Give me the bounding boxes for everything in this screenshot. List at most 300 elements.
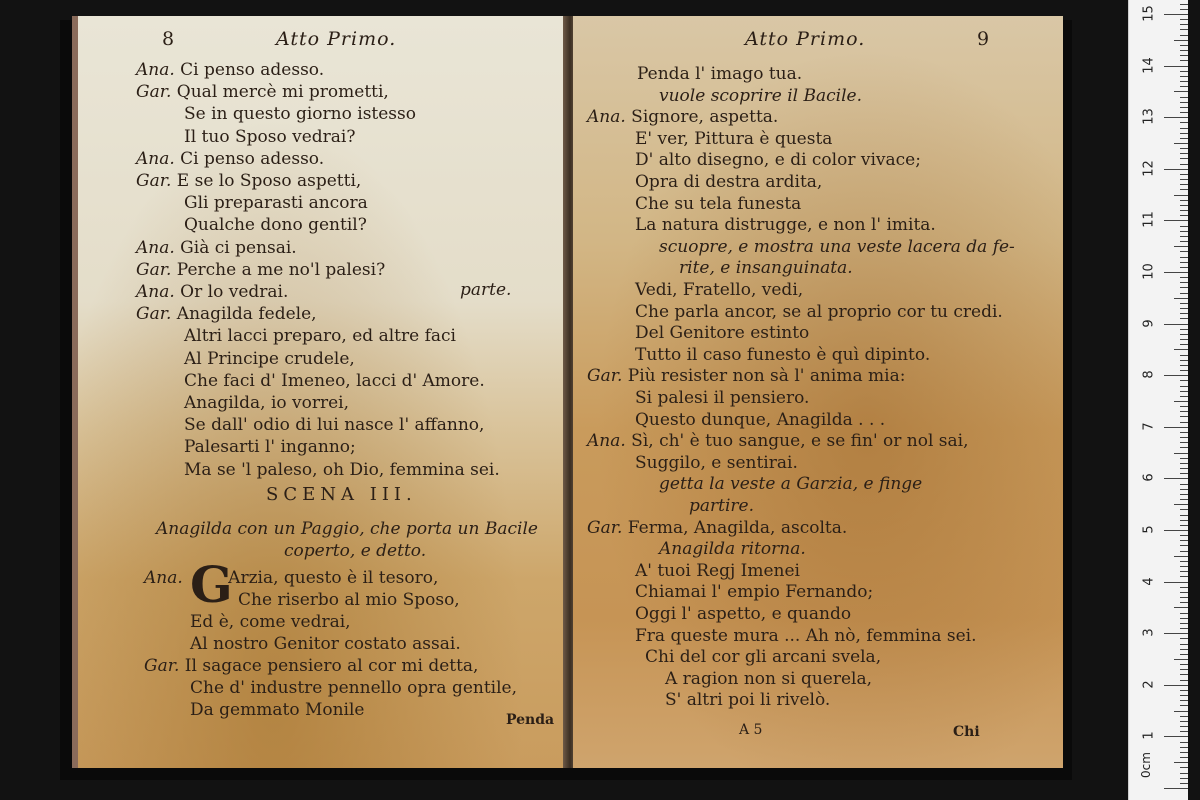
ruler-tick [1180,189,1188,190]
ruler-number: 12 [1141,160,1157,177]
ruler-tick [1180,432,1188,433]
ruler-tick [1180,45,1188,46]
verse-line [184,349,355,369]
verse-line [184,127,355,147]
ruler-tick [1180,773,1188,774]
ruler-tick [1180,545,1188,546]
verse-text: Se dall' odio di lui nasce l' affanno, [184,415,485,436]
ruler-tick [1180,303,1188,304]
ruler-tick [1180,122,1188,123]
ruler-tick [1164,685,1188,686]
ruler-tick [1180,174,1188,175]
verse-text: scuopre, e mostra una veste lacera da fe- [659,236,1015,257]
ruler-tick [1180,520,1188,521]
ruler-number: 7 [1141,422,1157,431]
verse-text: Oggi l' aspetto, e quando [635,604,852,624]
ruler-tick [1180,566,1188,567]
ruler-tick [1180,158,1188,159]
ruler-number: 6 [1141,473,1157,483]
ruler-tick [1180,695,1188,696]
catchword: Chi [953,724,980,740]
verse-line [190,700,364,720]
ruler-tick [1174,607,1188,608]
verse-line [635,604,851,624]
ruler-tick [1180,339,1188,340]
ruler-number: 8 [1141,370,1157,379]
ruler-tick [1164,117,1188,118]
verse-line [635,172,822,192]
verse-line [184,326,456,346]
verse-text: Anagilda ritorna. [659,539,806,560]
verse-line [184,371,485,391]
ruler-tick [1180,664,1188,665]
verse-text: Ed è, come vedrai, [190,612,351,632]
ruler-tick [1180,783,1188,784]
ruler-tick [1180,308,1188,309]
ruler-tick [1180,370,1188,371]
verse-text: Anagilda, io vorrei, [184,393,350,413]
verse-line [136,149,324,169]
ruler-tick [1180,747,1188,748]
verse-line [635,388,809,408]
ruler-tick [1164,220,1188,221]
verse-text: Sì, ch' è tuo sangue, e se fin' or nol sai, [631,431,969,452]
verse-line [136,282,288,302]
verse-line [190,678,517,698]
ruler-tick [1180,344,1188,345]
ruler-tick [1164,530,1188,531]
verse-line [635,280,803,300]
ruler-tick [1180,484,1188,485]
verse-line [665,669,872,689]
ruler-tick [1180,587,1188,588]
ruler-tick [1174,401,1188,402]
measurement-ruler [1128,0,1188,800]
ruler-tick [1180,179,1188,180]
ruler-tick [1180,406,1188,407]
verse-text: Ferma, Anagilda, ascolta. [627,517,848,538]
speaker-label: Gar. [136,304,172,325]
left-page [72,16,567,768]
verse-text: Che parla ancor, se al proprio cor tu credi. [635,301,1003,322]
ruler-tick [1180,355,1188,356]
verse-text: Il sagace pensiero al cor mi detta, [184,656,479,676]
verse-line [136,260,385,280]
ruler-tick [1180,251,1188,252]
verse-line [144,656,478,676]
verse-line [635,194,801,214]
verse-line [587,518,847,538]
verse-line [136,304,317,324]
ruler-tick [1180,153,1188,154]
verse-text: D' alto disegno, e di color vivace; [635,150,921,171]
verse-text: Che su tela funesta [635,193,802,214]
ruler-tick [1174,556,1188,557]
ruler-tick [1174,659,1188,660]
verse-line [184,415,484,435]
verse-line [184,215,367,235]
verse-line [587,431,969,451]
ruler-tick [1180,726,1188,727]
verse-text: Signore, aspetta. [631,107,779,128]
stage-direction: coperto, e detto. [284,541,427,561]
speaker-label: Ana. [587,431,626,452]
ruler-tick [1180,613,1188,614]
ruler-tick [1164,14,1188,15]
verse-text: Anagilda fedele, [176,304,317,325]
verse-text: Il tuo Sposo vedrai? [184,126,356,147]
verse-text: Si palesi il pensiero. [635,388,810,408]
ruler-tick [1180,262,1188,263]
ruler-tick [1180,592,1188,593]
ruler-tick [1180,628,1188,629]
speaker-label: Ana. [136,237,175,258]
ruler-tick [1180,674,1188,675]
ruler-tick [1174,762,1188,763]
ruler-tick [1180,329,1188,330]
ruler-tick [1180,391,1188,392]
ruler-tick [1180,700,1188,701]
ruler-tick [1180,644,1188,645]
verse-line [136,238,297,258]
ruler-number: 3 [1141,628,1157,637]
verse-line [635,150,921,170]
ruler-tick [1180,205,1188,206]
ruler-number: 14 [1141,56,1157,74]
verse-line [587,366,905,386]
ruler-tick [1180,396,1188,397]
ruler-tick [1174,195,1188,196]
verse-line [635,302,1003,322]
verse-text: Vedi, Fratello, vedi, [635,280,804,300]
ruler-tick [1180,437,1188,438]
verse-line [184,193,368,213]
verse-text: Qual mercè mi prometti, [176,82,389,103]
ruler-tick [1174,711,1188,712]
verse-text: Questo dunque, Anagilda . . . [635,409,886,430]
verse-line [635,453,798,473]
ruler-tick [1180,509,1188,510]
ruler-tick [1180,494,1188,495]
ruler-number: 11 [1141,211,1157,229]
verse-line [184,460,500,480]
ruler-number: 9 [1141,318,1157,328]
verse-text: Che faci d' Imeneo, lacci d' Amore. [184,370,485,391]
ruler-tick [1180,107,1188,108]
verse-text: vuole scoprire il Bacile. [659,85,862,106]
verse-text: Chi del cor gli arcani svela, [645,647,882,668]
stage-direction: Anagilda con un Paggio, che porta un Bacile [156,519,538,539]
verse-text: Fra queste mura ... Ah nò, femmina sei. [635,625,977,646]
ruler-tick [1180,540,1188,541]
ruler-number: 5 [1141,525,1157,534]
ruler-number: 4 [1141,576,1157,586]
ruler-tick [1180,778,1188,779]
verse-text: Più resister non sà l' anima mia: [627,366,906,387]
verse-text: rite, e insanguinata. [679,258,853,279]
ruler-tick [1180,29,1188,30]
verse-line [635,129,832,149]
verse-text: E' ver, Pittura è questa [635,128,833,149]
ruler-number: 13 [1141,108,1157,125]
verse-line [645,647,881,667]
verse-text: Palesarti l' inganno; [184,437,356,458]
ruler-tick [1164,478,1188,479]
ruler-tick [1180,138,1188,139]
ruler-tick [1164,272,1188,273]
ruler-tick [1180,721,1188,722]
ruler-tick [1174,349,1188,350]
verse-line [190,634,461,654]
verse-text: Perche a me no'l palesi? [176,259,386,280]
ruler-tick [1180,654,1188,655]
signature-mark: A 5 [739,722,763,738]
ruler-tick [1180,318,1188,319]
ruler-tick [1180,133,1188,134]
ruler-tick [1180,50,1188,51]
verse-text: Suggilo, e sentirai. [635,452,798,473]
ruler-tick [1180,112,1188,113]
stage-direction [679,258,853,278]
ruler-tick [1180,623,1188,624]
ruler-tick [1180,618,1188,619]
verse-text: Or lo vedrai. [180,282,289,302]
ruler-tick [1164,736,1188,737]
ruler-tick [1180,571,1188,572]
ruler-tick [1180,226,1188,227]
verse-line [635,345,930,365]
ruler-tick [1180,200,1188,201]
ruler-tick [1180,551,1188,552]
ruler-tick [1180,236,1188,237]
catchword: Penda [506,712,555,728]
ruler-tick [1164,169,1188,170]
verse-text: Al nostro Genitor costato assai. [190,634,461,654]
ruler-tick [1180,680,1188,681]
speaker-label: Gar. [136,259,172,280]
speaker-label: Ana. [587,107,626,128]
ruler-tick [1180,267,1188,268]
ruler-tick [1180,463,1188,464]
ruler-tick [1180,411,1188,412]
verse-text: Al Principe crudele, [184,348,355,369]
ruler-tick [1164,375,1188,376]
speaker-label: Ana. [136,148,175,169]
ruler-tick [1180,277,1188,278]
ruler-tick [1180,386,1188,387]
ruler-tick [1164,582,1188,583]
verse-text: Arzia, questo è il tesoro, [228,568,439,588]
speaker-label: Gar. [136,171,172,191]
verse-text: Tutto il caso funesto è quì dipinto. [635,344,931,365]
ruler-tick [1180,128,1188,129]
speaker-label: Ana. [136,60,175,80]
ruler-tick [1180,71,1188,72]
ruler-number: 15 [1141,5,1157,22]
verse-text: Ci penso adesso. [180,60,325,80]
ruler-tick [1180,282,1188,283]
verse-text: Del Genitore estinto [635,323,810,344]
ruler-tick [1180,525,1188,526]
verse-line [635,582,873,602]
ruler-tick [1180,257,1188,258]
page-number: 8 [162,28,175,50]
ruler-number: 10 [1141,263,1157,280]
ruler-tick [1164,788,1188,789]
ruler-number: 2 [1141,680,1157,689]
ruler-tick [1180,757,1188,758]
verse-text: Altri lacci preparo, ed altre faci [184,326,456,347]
ruler-unit-label: 0cm [1138,752,1153,778]
ruler-tick [1180,365,1188,366]
speaker-label: Gar. [587,366,623,387]
ruler-tick [1180,81,1188,82]
stage-direction [659,86,862,106]
ruler-tick [1180,638,1188,639]
ruler-tick [1180,597,1188,598]
verse-text: Se in questo giorno istesso [184,104,416,125]
ruler-tick [1174,91,1188,92]
verse-line [635,323,809,343]
verse-line [238,590,460,610]
ruler-tick [1180,767,1188,768]
drop-capital: G [190,555,233,614]
ruler-tick [1180,9,1188,10]
ruler-tick [1180,97,1188,98]
verse-text: Che riserbo al mio Sposo, [238,590,460,610]
ruler-tick [1174,504,1188,505]
running-head: Atto Primo. [276,28,397,50]
ruler-tick [1180,515,1188,516]
ruler-tick [1164,324,1188,325]
ruler-tick [1180,752,1188,753]
ruler-tick [1174,143,1188,144]
ruler-tick [1180,4,1188,5]
verse-text: S' altri poi li rivelò. [665,690,831,711]
ruler-tick [1180,731,1188,732]
stage-direction [689,496,754,516]
verse-text: Da gemmato Monile [190,700,365,720]
verse-line [665,690,830,710]
verse-text: A ragion non si querela, [665,668,873,689]
stage-direction [659,237,1015,257]
ruler-tick [1180,442,1188,443]
ruler-tick [1180,416,1188,417]
running-head: Atto Primo. [745,28,866,50]
verse-text: Ci penso adesso. [180,148,325,169]
ruler-tick [1180,649,1188,650]
ruler-tick [1180,86,1188,87]
verse-line [184,104,416,124]
ruler-tick [1180,334,1188,335]
ruler-tick [1180,489,1188,490]
ruler-tick [1180,293,1188,294]
ruler-tick [1180,360,1188,361]
verse-line [190,612,351,632]
verse-text: Opra di destra ardita, [635,172,823,192]
speaker-label: Gar. [144,656,180,676]
ruler-tick [1180,215,1188,216]
speaker-label: Gar. [587,517,623,538]
ruler-tick [1180,561,1188,562]
ruler-tick [1180,210,1188,211]
ruler-tick [1180,231,1188,232]
verse-line [635,626,977,646]
speaker-label: Gar. [136,82,172,103]
ruler-tick [1180,380,1188,381]
verse-line [136,60,324,80]
verse-text: Che d' industre pennello opra gentile, [190,678,518,698]
ruler-tick [1180,602,1188,603]
ruler-number: 1 [1141,731,1157,741]
verse-text: Già ci pensai. [180,237,297,258]
ruler-tick [1180,473,1188,474]
ruler-tick [1180,576,1188,577]
verse-line [136,82,389,102]
ruler-tick [1180,55,1188,56]
verse-text: Qualche dono gentil? [184,215,367,236]
verse-text: Penda l' imago tua. [637,64,803,84]
ruler-tick [1180,422,1188,423]
verse-line [635,215,936,235]
ruler-tick [1180,716,1188,717]
verse-text: partire. [689,496,755,516]
ruler-tick [1180,184,1188,185]
ruler-tick [1164,66,1188,67]
ruler-tick [1180,447,1188,448]
stage-direction [659,474,922,494]
stage-direction [659,539,806,559]
verse-line [144,568,438,588]
ruler-tick [1180,458,1188,459]
ruler-tick [1174,453,1188,454]
scene-heading: SCENA III. [266,484,417,505]
ruler-tick [1180,499,1188,500]
ruler-tick [1180,102,1188,103]
right-page [573,16,1063,768]
ruler-tick [1180,24,1188,25]
ruler-tick [1180,535,1188,536]
ruler-tick [1180,313,1188,314]
ruler-tick [1180,35,1188,36]
ruler-tick [1180,19,1188,20]
ruler-tick [1180,148,1188,149]
speaker-label: Ana. [144,568,183,588]
ruler-tick [1180,164,1188,165]
verse-text: getta la veste a Garzia, e finge [659,474,923,495]
ruler-tick [1180,287,1188,288]
verse-line [184,393,349,413]
verse-text: E se lo Sposo aspetti, [176,171,362,191]
verse-line [136,171,361,191]
page-number: 9 [977,28,990,50]
ruler-tick [1174,246,1188,247]
ruler-tick [1164,633,1188,634]
verse-text: Chiamai l' empio Fernando; [635,582,874,603]
verse-line [587,107,778,127]
ruler-tick [1174,40,1188,41]
verse-line [635,410,885,430]
ruler-tick [1180,76,1188,77]
verse-text: La natura distrugge, e non l' imita. [635,215,936,236]
verse-line [637,64,802,84]
speaker-label: Ana. [136,282,175,302]
verse-text: A' tuoi Regj Imenei [635,560,800,581]
ruler-tick [1180,690,1188,691]
ruler-tick [1180,742,1188,743]
verse-line [635,561,800,581]
verse-line [184,437,356,457]
